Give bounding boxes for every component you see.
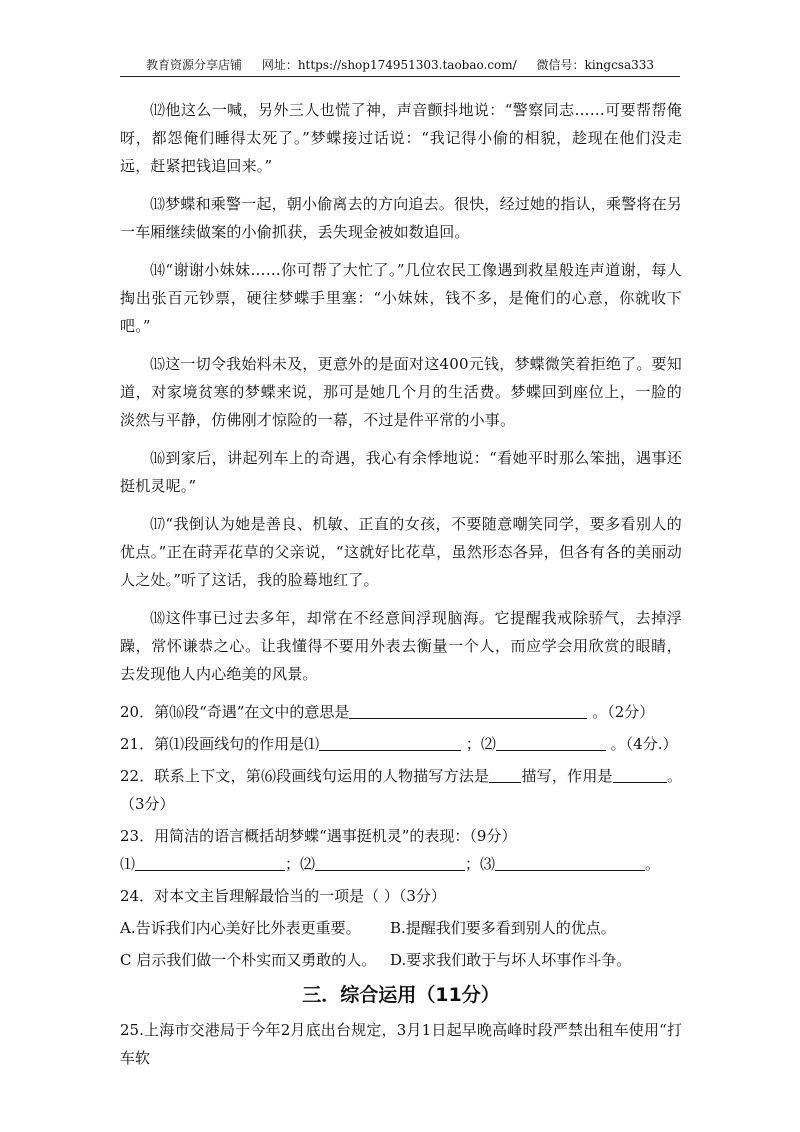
option-c[interactable]: C 启示我们做一个朴实而又勇敢的人。: [120, 951, 377, 969]
answer-blank-21-1[interactable]: [319, 732, 461, 751]
question-20: 20．第⒃段“奇遇”在文中的意思是 。（2分）: [120, 698, 682, 726]
answer-blank-22-1[interactable]: [489, 764, 521, 783]
question-23: 23．用简洁的语言概括胡梦蝶“遇事挺机灵”的表现：（9分）: [120, 827, 517, 845]
paragraph-14: ⒁“谢谢小妹妹……你可帮了大忙了。”几位农民工像遇到救星般连声道谢，每人掏出张百元钞票，硬往梦蝶手里塞：“小妹妹，钱不多，是俺们的心意，你就收下吧。”: [120, 261, 682, 335]
answer-blank-21-2[interactable]: [496, 732, 606, 751]
question-22: 22．联系上下文，第⑹段画线句运用的人物描写方法是 描写，作用是 。（3分）: [120, 762, 682, 818]
question-21: 21．第⑴段画线句的作用是⑴ ；⑵ 。（4分.）: [120, 730, 682, 758]
answer-blank-23-1[interactable]: [135, 852, 285, 871]
question-25: 25.上海市交港局于今年2月底出台规定，3月1日起早晚高峰时段严禁出租车使用“打车软: [120, 1021, 682, 1067]
answer-blank-23-2[interactable]: [315, 852, 465, 871]
section-title: 三．综合运用（11分）: [302, 984, 500, 1006]
paragraph-15: ⒂这一切令我始料未及，更意外的是面对这400元钱，梦蝶微笑着拒绝了。要知道，对家境贫寒的梦蝶来说，那可是她几个月的生活费。梦蝶回到座位上，一脸的淡然与平静，仿佛刚才惊险的一幕，不过是件平常的小事。: [120, 355, 682, 429]
answer-blank-22-2[interactable]: [613, 764, 667, 783]
page-header: [120, 57, 680, 73]
paragraph-16: ⒃到家后，讲起列车上的奇遇，我心有余悸地说：“看她平时那么笨拙，遇事还挺机灵呢。”: [120, 449, 682, 495]
option-a[interactable]: A.告诉我们内心美好比外表更重要。: [120, 919, 361, 937]
paragraph-13: ⒀梦蝶和乘警一起，朝小偷离去的方向追去。很快，经过她的指认，乘警将在另一车厢继续做案的小偷抓获，丢失现金被如数追回。: [120, 195, 683, 241]
option-b[interactable]: B.提醒我们要多看到别人的优点。: [390, 919, 616, 937]
paragraph-18: ⒅这件事已过去多年，却常在不经意间浮现脑海。它提醒我戒除骄气，去掉浮躁，常怀谦恭之心。让我懂得不要用外表去衡量一个人，而应学会用欣赏的眼睛，去发现他人内心绝美的风景。: [120, 609, 682, 683]
question-24: 24．对本文主旨理解最恰当的一项是（ ）（3分）: [120, 887, 446, 905]
shop-name: 教育资源分享店铺: [145, 58, 242, 72]
paragraph-17: ⒄“我倒认为她是善良、机敏、正直的女孩，不要随意嘲笑同学，要多看别人的优点。”正在莳弄花草的父亲说，“这就好比花草，虽然形态各异，但各有各的美丽动人之处。”听了这话，我的脸蓦地红了。: [120, 515, 682, 589]
shop-url: 网址：https://shop174951303.taobao.com/: [261, 58, 517, 72]
answer-blank-23-3[interactable]: [495, 852, 645, 871]
header-rule: [120, 76, 680, 77]
answer-blank-20[interactable]: [349, 700, 587, 719]
document-body: [120, 96, 682, 1072]
option-d[interactable]: D.要求我们敢于与坏人坏事作斗争。: [390, 951, 632, 969]
paragraph-12: ⑿他这么一喊，另外三人也慌了神，声音颤抖地说：“警察同志……可要帮帮俺呀，都怨俺们睡得太死了。”梦蝶接过话说：“我记得小偷的相貌，趁现在他们没走远，赶紧把钱追回来。”: [120, 101, 682, 175]
wechat-id: 微信号：kingcsa333: [536, 58, 655, 72]
options-row-2: [120, 946, 682, 974]
question-23-answers: ⑴ ；⑵ ；⑶ 。: [120, 850, 682, 878]
options-row-1: [120, 914, 682, 942]
